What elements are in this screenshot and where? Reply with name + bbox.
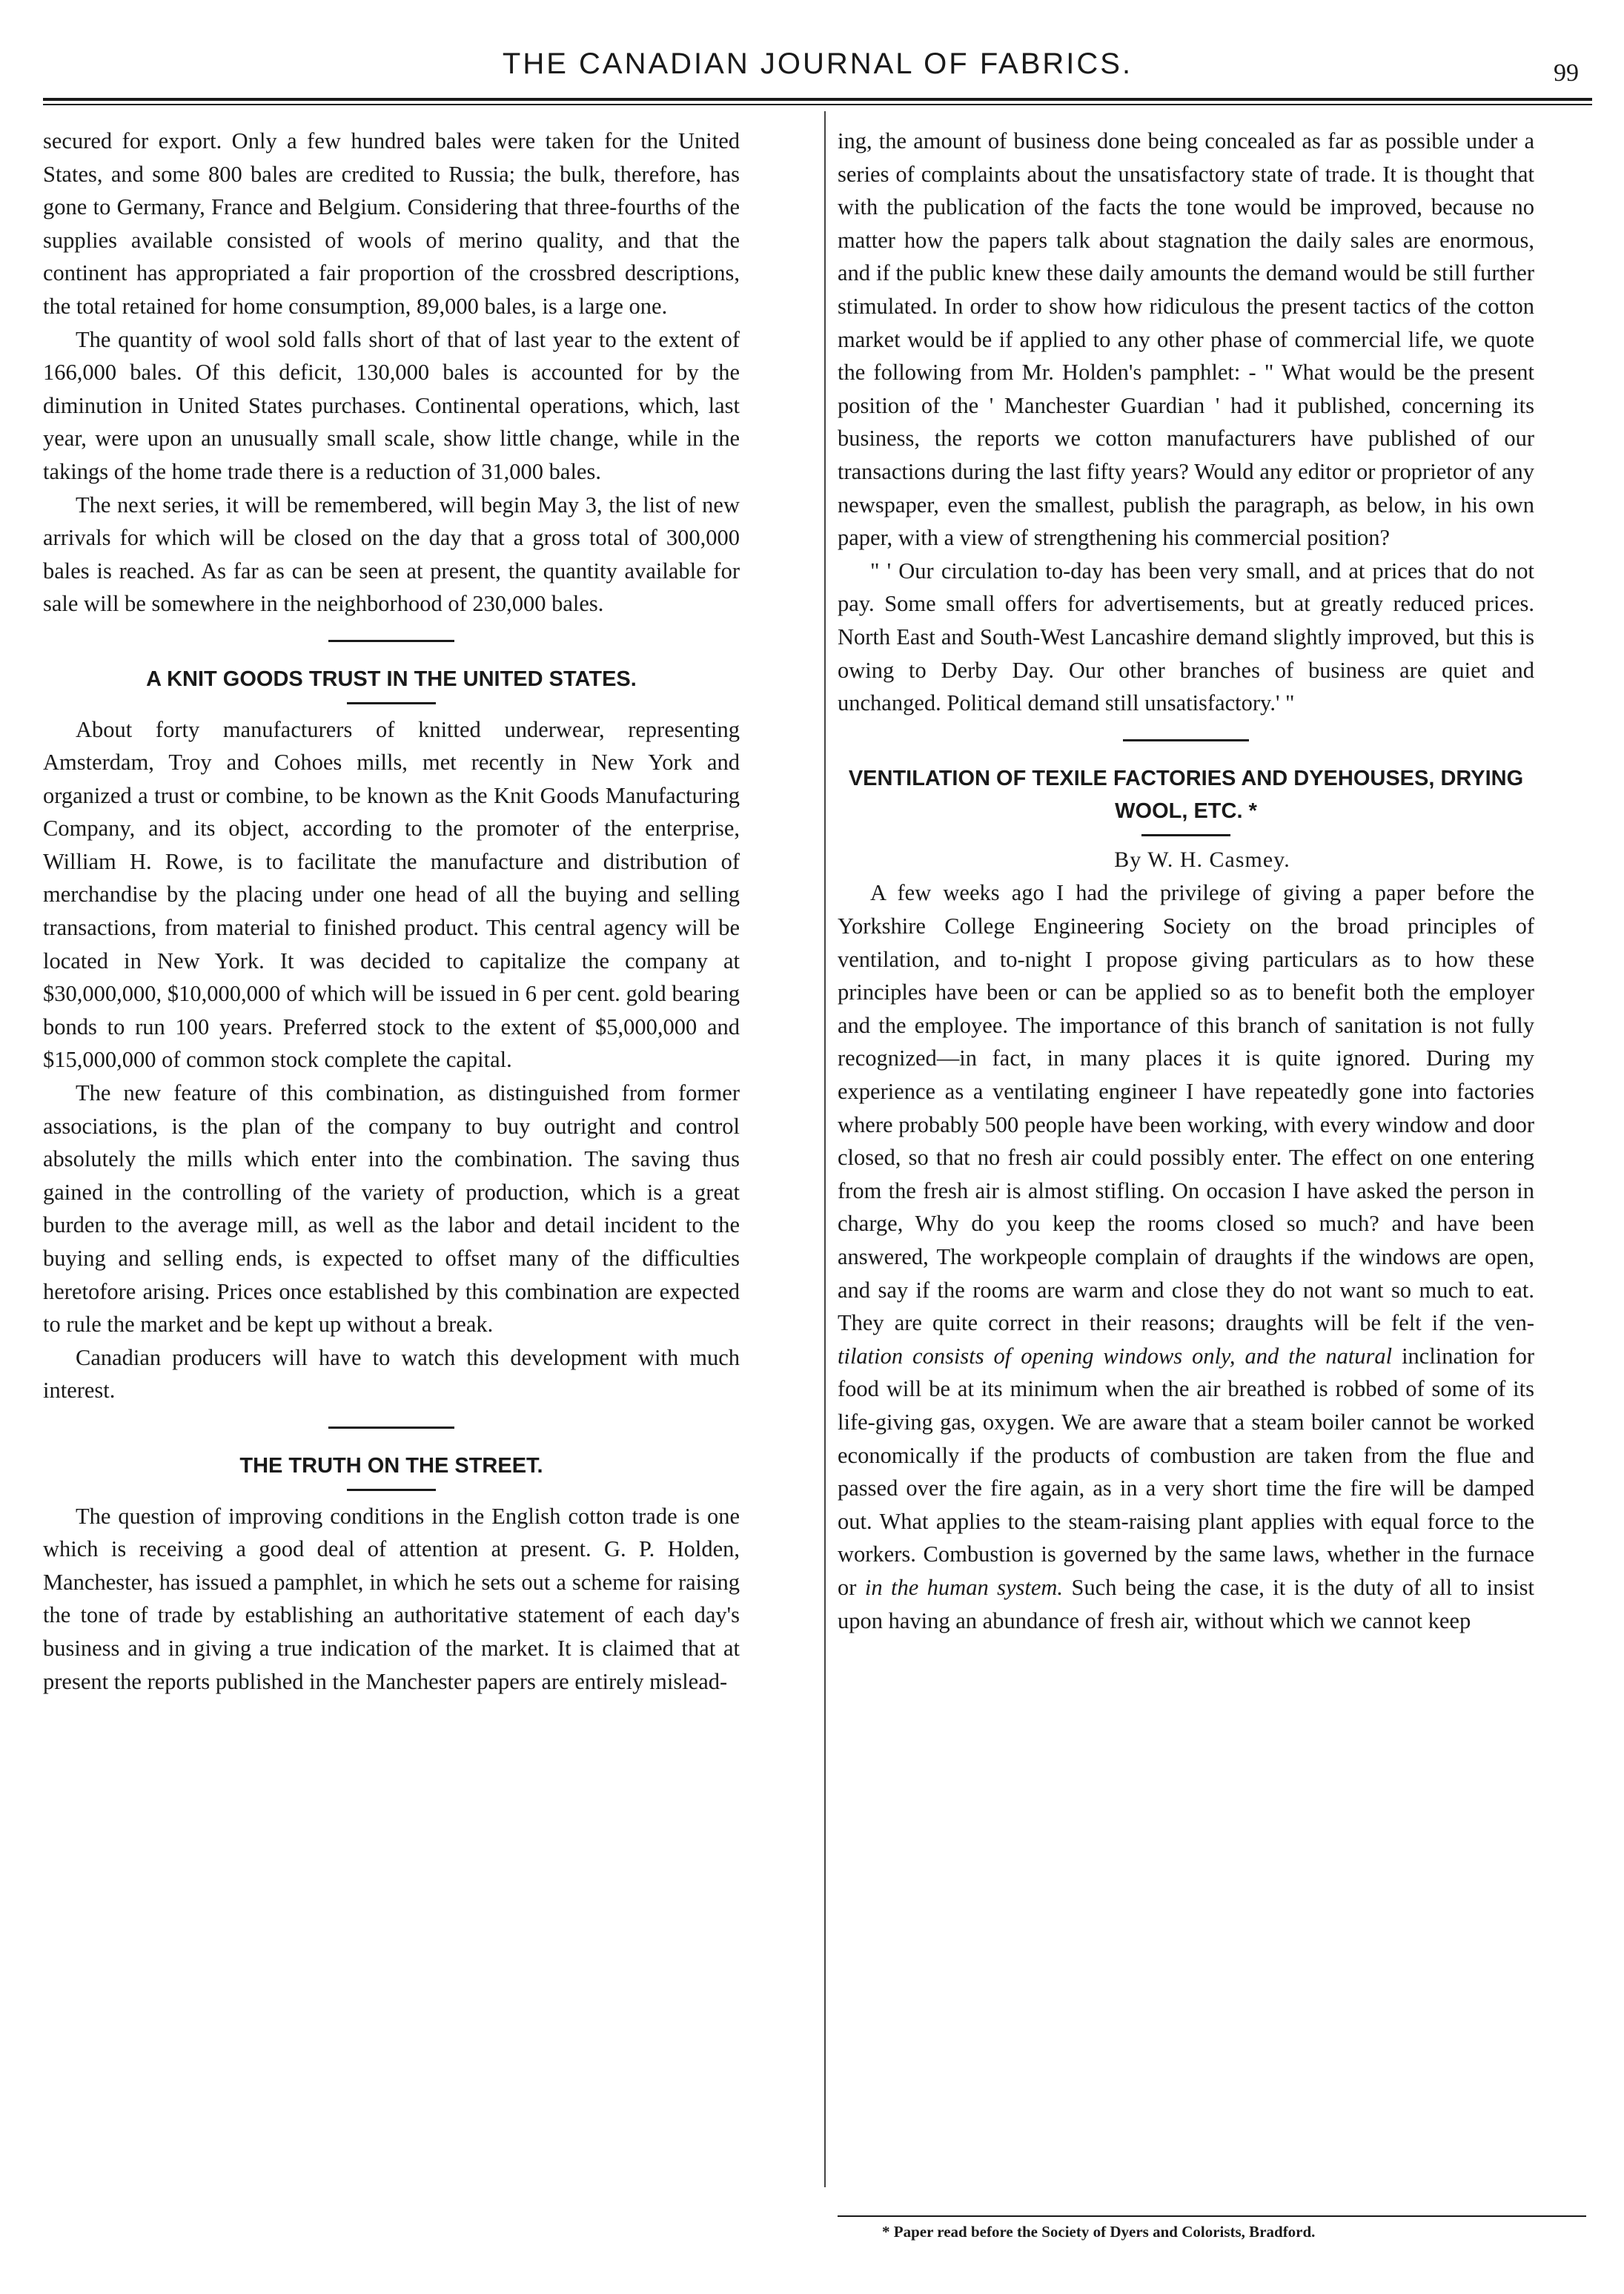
footnote-rule xyxy=(838,2215,1586,2217)
footnote: * Paper read before the Society of Dyers and Colorists, Bradford. xyxy=(882,2223,1316,2241)
column-divider xyxy=(824,111,826,2187)
wool-paragraph-3: The next series, it will be remembered, will begin May 3, the list of new arrivals for which will be closed on the day that a gross total of 300,000 bales is reached. As far as can be seen at present, the quantity available for sale will be somewhere in the neighborhood of 230,000 bales. xyxy=(43,492,740,617)
page-number: 99 xyxy=(1554,59,1579,87)
ventilation-text-a: A few weeks ago I had the privilege of giving a paper before the Yorkshire College Engineering Society on the broad principles of ventilation, and to-night I propose giving particulars as to how these principles have been or can be applied so as to benefit both the employer and the employee. The importance of this branch of sanitation is not fully recognized—in fact, in many places it is quite ignored. During my experience as a ventilating engineer I have repeatedly gone into factories where probably 500 people have been working, with every window and door closed, so that no fresh air could possibly enter. The effect on one entering from the fresh air is almost stifling. On occasion I have asked the person in charge, Why do you keep the rooms closed so much? and have been answered, The workpeople complain of draughts if the windows are open, and say if the rooms are warm and close they do not want so much to eat. They are quite correct in their reasons; draughts will be felt if the ven- xyxy=(838,880,1534,1336)
running-title: THE CANADIAN JOURNAL OF FABRICS. xyxy=(502,47,1133,80)
wool-paragraph-2: The quantity of wool sold falls short of that of last year to the extent of 166,000 bales. Of this deficit, 130,000 bales is accounted for by the diminution in United States purchases. Continental operations, which, last year, were upon an unusually small scale, show little change, while in the takings of the home trade there is a reduction of 31,000 bales. xyxy=(43,326,740,484)
ventilation-text-italic-2: in the human system. xyxy=(864,1574,1064,1600)
truth-heading: THE TRUTH ON THE STREET. xyxy=(239,1453,543,1478)
page-header xyxy=(43,44,1592,89)
header-rule-thin xyxy=(43,104,1592,105)
byline: By W. H. Casmey. xyxy=(1114,847,1290,872)
knit-paragraph-3: Canadian producers will have to watch this development with much interest. xyxy=(43,1344,740,1404)
ventilation-text-c: Such being the case, it is the duty of all to insist upon having an abundance of fresh air, without which we cannot keep xyxy=(838,1574,1535,1633)
left-column xyxy=(43,125,740,1698)
ventilation-heading: VENTILATION OF TEXILE FACTORIES AND DYEHOUSES, DRYING WOOL, ETC. * xyxy=(848,766,1524,824)
truth-paragraph-1: The question of improving conditions in the English cotton trade is one which is receiving a good deal of attention at present. G. P. Holden, Manchester, has issued a pamphlet, in which he sets out a scheme for raising the tone of trade by establishing an authoritative statement of each day's business and in giving a true indication of the market. It is claimed that at present the reports published in the Manchester papers are entirely mislead- xyxy=(43,1503,740,1694)
ventilation-text-italic: tilation consists of opening windows only, and the natural xyxy=(838,1343,1393,1369)
truth-paragraph-2: " ' Our circulation to-day has been very small, and at prices that do not pay. Some small offers for advertisements, but at greatly reduced prices. North East and South-West Lancashire demand slightly improved, but this is owing to Derby Day. Our other branches of business are quiet and unchanged. Political demand still unsatisfactory.' " xyxy=(838,558,1534,716)
knit-paragraph-2: The new feature of this combination, as distinguished from former associations, is the plan of the company to buy outright and control absolutely the mills which enter into the combination. The saving thus gained in the controlling of the variety of production, which is a great burden to the average mill, as well as the labor and detail incident to the buying and selling ends, is expected to offset many of the difficulties heretofore arising. Prices once established by this combination are expected to rule the market and be kept up without a break. xyxy=(43,1080,740,1338)
knit-trust-heading: A KNIT GOODS TRUST IN THE UNITED STATES. xyxy=(146,667,637,691)
wool-paragraph-1: secured for export. Only a few hundred bales were taken for the United States, and some 800 bales are credited to Russia; the bulk, therefore, has gone to Germany, France and Belgium. Considering that three-fourths of the supplies available consisted of wools of merino quality, and that the continent has appropriated a fair proportion of the crossbred descriptions, the total retained for home consumption, 89,000 bales, is a large one. xyxy=(43,128,740,319)
knit-paragraph-1: About forty manufacturers of knitted underwear, representing Amsterdam, Troy and Cohoes mills, met recently in New York and organized a trust or combine, to be known as the Knit Goods Manufacturing Company, and its object, according to the promoter of the enterprise, William H. Rowe, is to facilitate the manufacture and distribution of merchandise by the placing under one head of all the buying and selling transactions, from material to finished product. This central agency will be located in New York. It was decided to capitalize the company at $30,000,000, $10,000,000 of which will be issued in 6 per cent. gold bearing bonds to run 100 years. Preferred stock to the extent of $5,000,000 and $15,000,000 of common stock complete the capital. xyxy=(43,716,740,1073)
ventilation-paragraph-1 xyxy=(838,876,1534,1637)
ventilation-text-b: inclination for food will be at its minimum when the air breathed is robbed of some of its life-giving gas, oxygen. We are aware that a steam boiler cannot be worked economically if the products of combustion are taken from the flue and passed over the fire again, as in a very short time the fire will be damped out. What applies to the steam-raising plant applies with equal force to the workers. Combustion is governed by the same laws, whether in the furnace or xyxy=(838,1343,1534,1600)
right-column xyxy=(838,125,1534,1637)
header-rule xyxy=(43,98,1592,101)
truth-paragraph-1-continued: ing, the amount of business done being concealed as far as possible under a series of complaints about the unsatisfactory state of trade. It is thought that with the publication of the facts the tone would be improved, because no matter how the papers talk about stagnation the daily sales are enormous, and if the public knew these daily amounts the demand would be still further stimulated. In order to show how ridiculous the present tactics of the cotton market would be if applied to any other phase of commercial life, we quote the following from Mr. Holden's pamphlet: - " What would be the present position of the ' Manchester Guardian ' had it published, concerning its business, the reports we cotton manufacturers have published of our transactions during the last fifty years? Would any editor or proprietor of any newspaper, even the smallest, publish the paragraph, as below, in his own paper, with a view of strengthening his commercial position? xyxy=(838,128,1534,551)
